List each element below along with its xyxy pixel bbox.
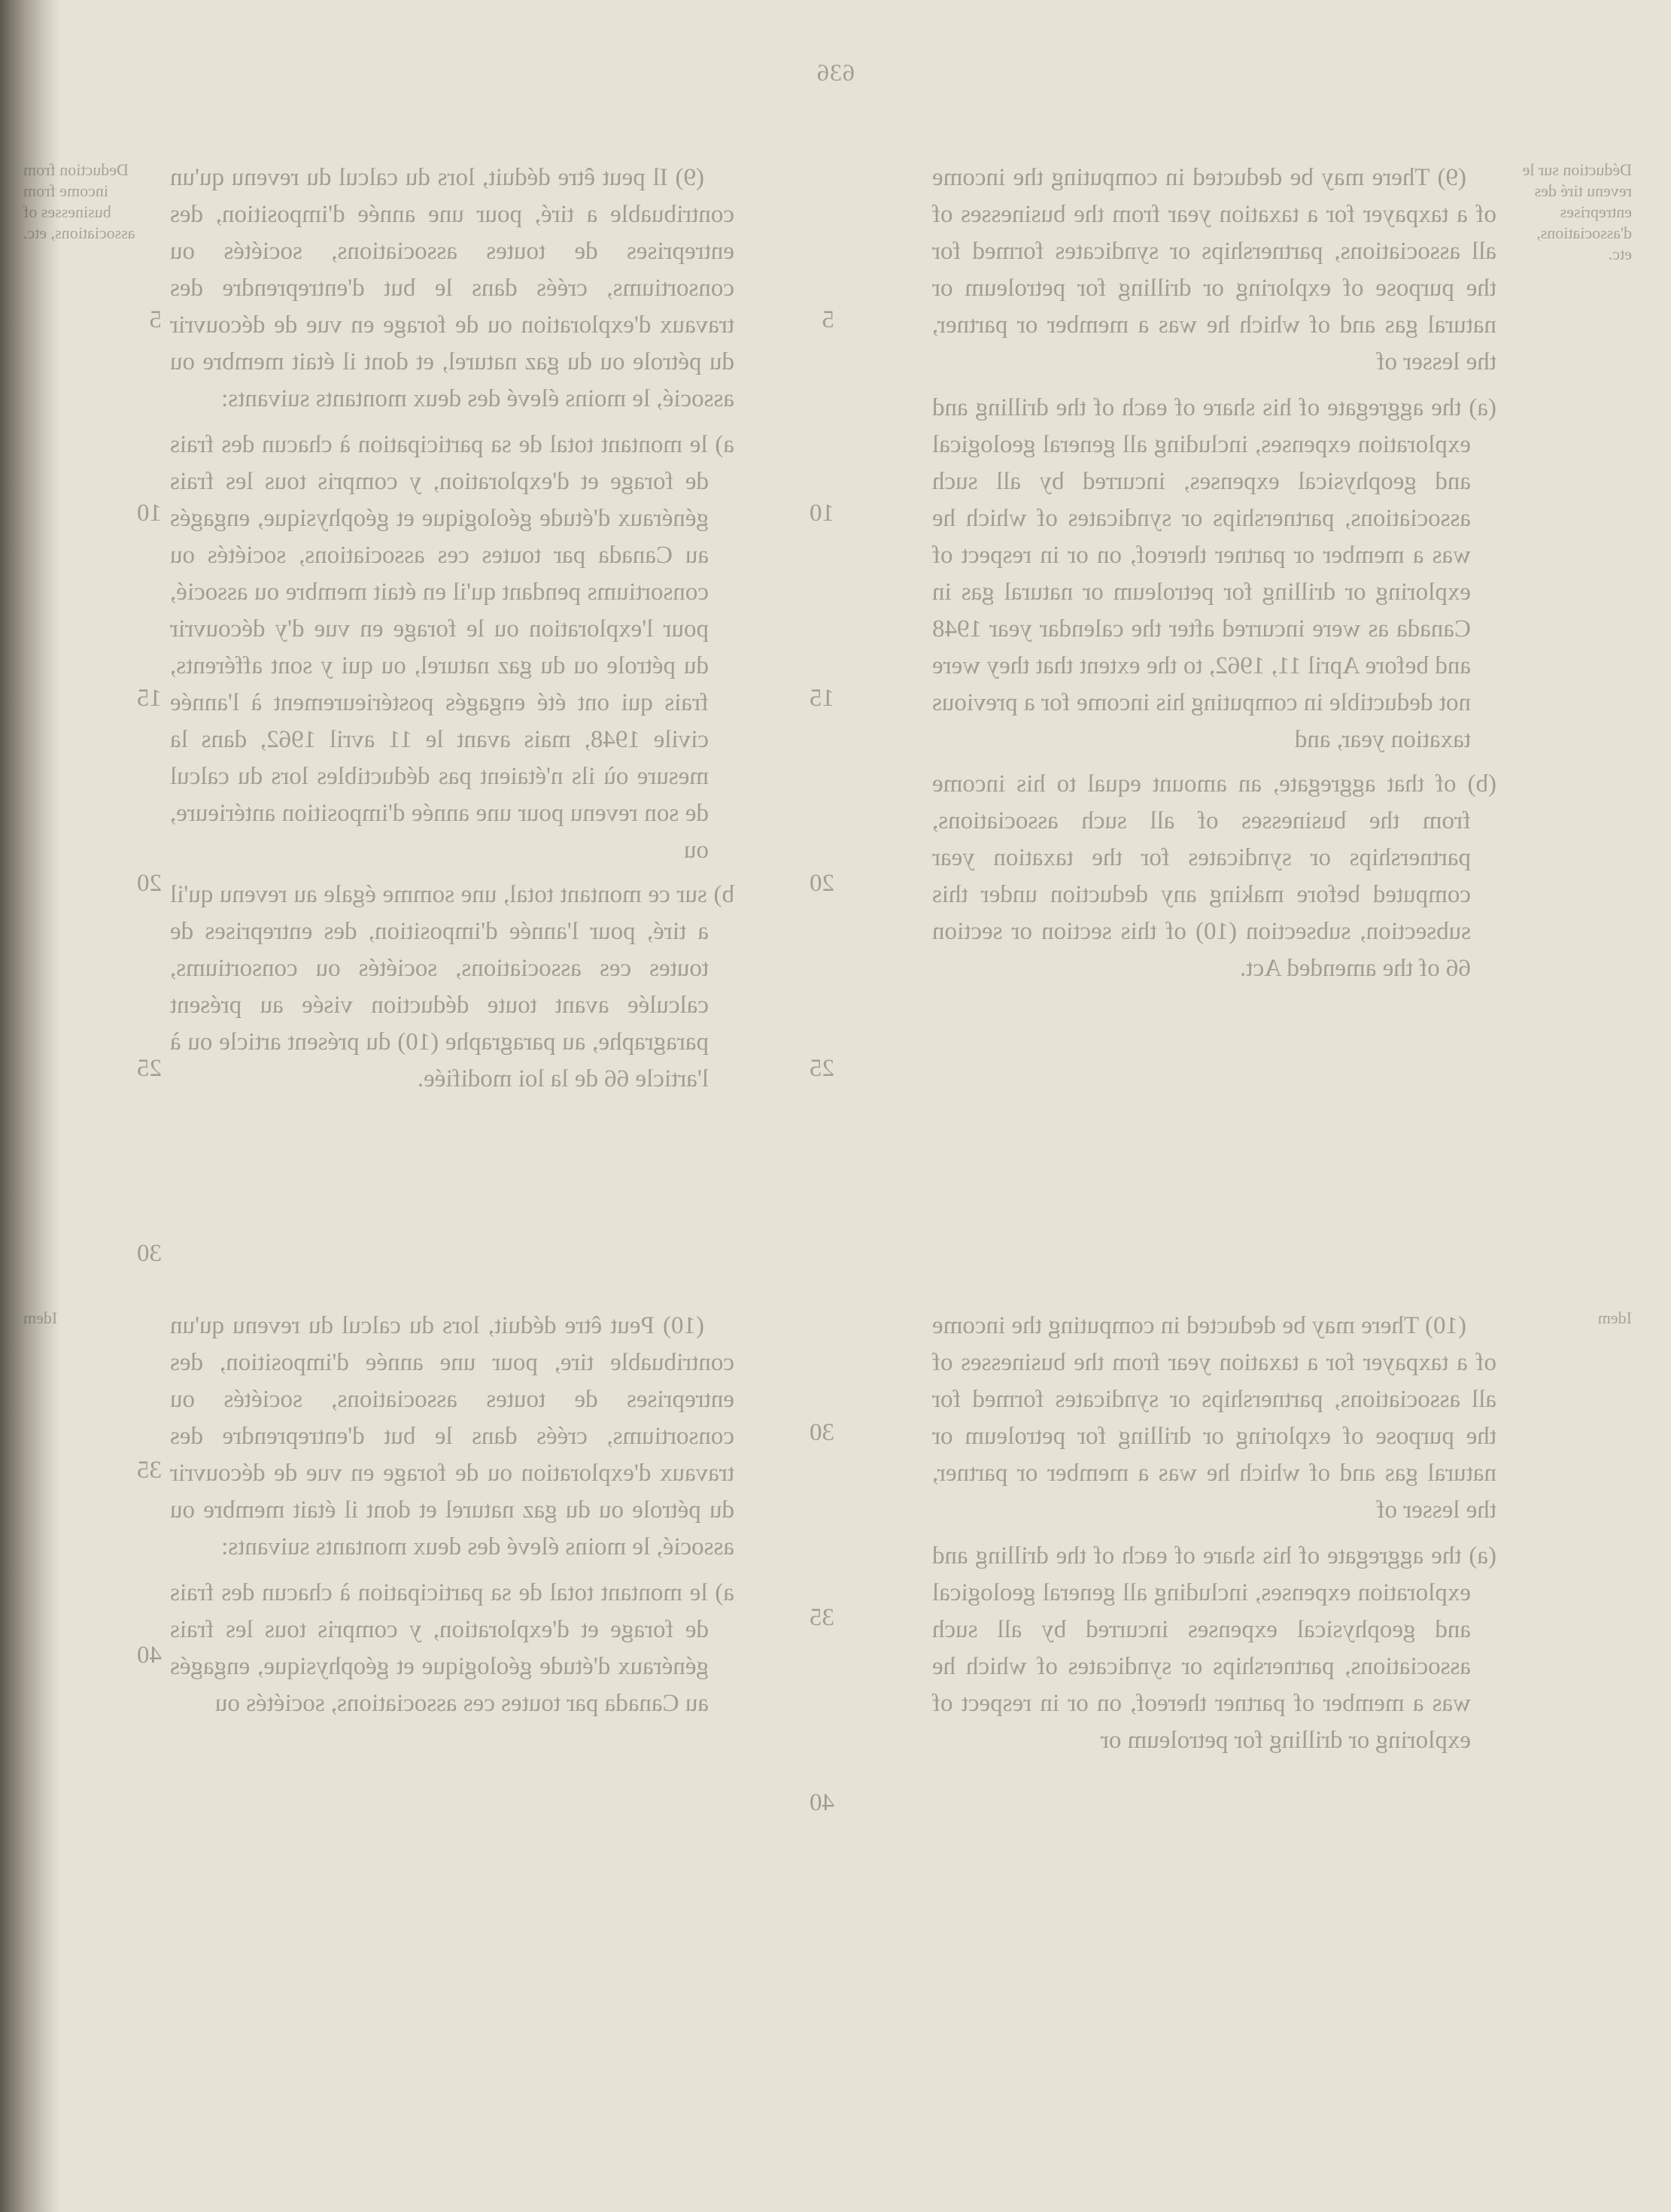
french-line-number-35: 35: [137, 1457, 162, 1484]
english-paragraph-10: (10) There may be deducted in computing the income of a taxpayer for a taxation year from the businesses of all associations, partnerships or syndicates formed for the purpose of exploring or drilling for petroleum or natural gas and of which he was a member or partner, the lesser of: [932, 1312, 1496, 1524]
french-margin-note-1: Déduction sur le revenu tiré des entreprises d'associations, etc.: [1522, 160, 1632, 263]
english-clause-9a: (a) the aggregate of his share of each of the drilling and exploration expenses, including all general geological and geophysical expenses, incurred by all such associations, partnerships or syndicates of which he was a member or partner thereof, on or in respect of exploring or drilling for petroleum or natural gas in Canada as were incurred after the calendar year 1948 and before April 11, 1962, to the extent that they were not deductible in computing his income for a previous taxation year, and: [932, 394, 1496, 753]
english-paragraph-9: (9) There may be deducted in computing the income of a taxpayer for a taxation year from the businesses of all associations, partnerships or syndicates formed for the purpose of exploring or drilling for petroleum or natural gas and of which he was a member or partner, the lesser of: [932, 164, 1496, 375]
french-line-number-10: 10: [137, 500, 162, 527]
french-line-number-25: 25: [137, 1055, 162, 1082]
french-margin-note-2: Idem: [1597, 1308, 1632, 1327]
french-clause-9b: b) sur ce montant total, une somme égale au revenu qu'il a tiré, pour l'année d'imposition, des entreprises de toutes ces associations, sociétés ou consortiums, calculée avant toute déduction visée au présent paragraphe, au paragraphe (10) du présent article ou à l'article 66 de la loi modifiée.: [170, 881, 734, 1092]
english-column-lower: [932, 1308, 1496, 1759]
french-line-number-15: 15: [137, 685, 162, 712]
english-column-upper: [932, 160, 1496, 987]
french-column-lower: [170, 1308, 734, 1722]
english-margin-note-2: Idem: [23, 1308, 58, 1327]
french-line-number-30: 30: [137, 1240, 162, 1267]
english-margin-note-1: Deduction from income from businesses of associations, etc.: [23, 160, 135, 242]
english-clause-10a: (a) the aggregate of his share of each of the drilling and exploration expenses, including all general geological and geophysical expenses incurred by all such associations, partnerships or syndicates of which he was a member of partner thereof, on or in respect of exploring or drilling for petroleum or: [932, 1542, 1496, 1754]
english-clause-9b: (b) of that aggregate, an amount equal to his income from the businesses of all such associations, partnerships or syndicates for the taxation year computed before making any deduction under this subsection, subsection (10) of this section or section 66 of the amended Act.: [932, 770, 1496, 982]
page-number: 636: [816, 59, 855, 86]
line-number-40: 40: [810, 1789, 834, 1816]
french-line-number-40: 40: [137, 1642, 162, 1669]
line-number-25: 25: [810, 1055, 834, 1082]
french-paragraph-10: (10) Peut être déduit, lors du calcul du revenu qu'un contribuable tire, pour une année d'imposition, des entreprises de toutes associations, sociétés ou consortiums, créés dans le but d'entreprendre des travaux d'exploration ou de forage en vue de découvrir du pétrole ou du gaz naturel et dont il était membre ou associé, le moins élevé des deux montants suivants:: [170, 1312, 734, 1560]
line-number-20: 20: [810, 870, 834, 897]
french-line-number-5: 5: [149, 306, 162, 333]
french-line-number-20: 20: [137, 870, 162, 897]
line-number-35: 35: [810, 1604, 834, 1631]
line-number-15: 15: [810, 685, 834, 712]
line-number-10: 10: [810, 500, 834, 527]
french-column-upper: [170, 160, 734, 1098]
line-number-30: 30: [810, 1419, 834, 1446]
french-clause-9a: a) le montant total de sa participation à chacun des frais de forage et d'exploration, y compris tous les frais généraux d'étude géologique et géophysique, engagés au Canada par toutes ces associations, sociétés ou consortiums pendant qu'il en était membre ou associé, pour l'exploration ou le forage en vue d'y découvrir du pétrole ou du gaz naturel, ou qui y sont afférents, frais qui ont été engagés postérieurement à l'année civile 1948, mais avant le 11 avril 1962, dans la mesure où ils n'étaient pas déductibles lors du calcul de son revenu pour une année d'imposition antérieure, ou: [170, 431, 734, 864]
line-number-5: 5: [822, 306, 834, 333]
french-clause-10a: a) le montant total de sa participation à chacun des frais de forage et d'exploration, y compris tous les frais généraux d'étude géologique et géophysique, engagés au Canada par toutes ces associations, sociétés ou: [170, 1579, 734, 1717]
french-paragraph-9: (9) Il peut être déduit, lors du calcul du revenu qu'un contribuable a tiré, pour une année d'imposition, des entreprises de toutes associations, sociétés ou consortiums, créés dans le but d'entreprendre des travaux d'exploration ou de forage en vue de découvrir du pétrole ou du gaz naturel, et dont il était membre ou associé, le moins élevé des deux montants suivants:: [170, 164, 734, 412]
